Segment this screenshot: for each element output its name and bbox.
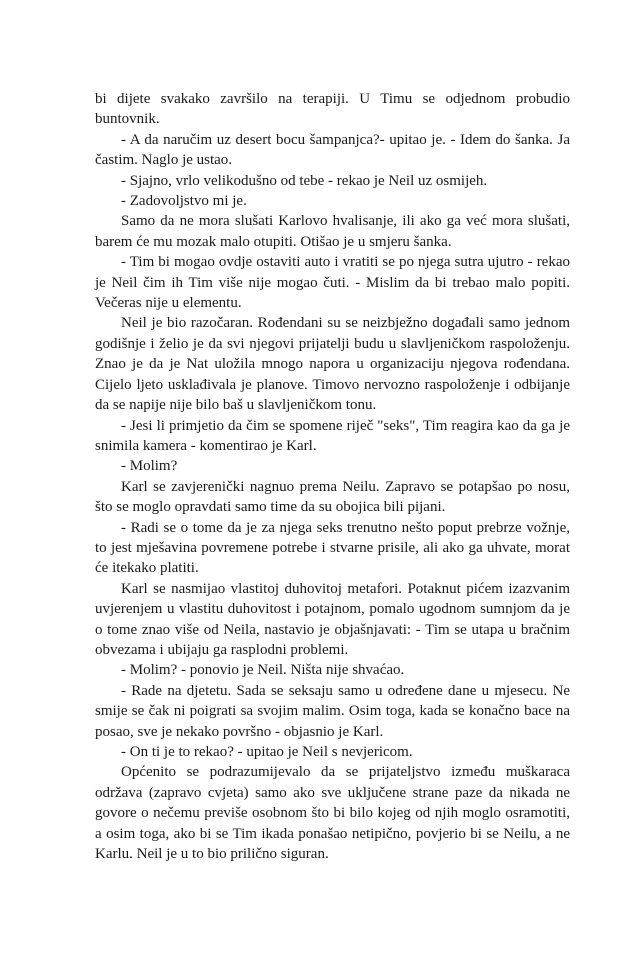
paragraph: - A da naručim uz desert bocu šampanjca?- upitao je. - Idem do šanka. Ja častim. Naglo je ustao. bbox=[95, 131, 570, 169]
paragraph: - Rade na djetetu. Sada se seksaju samo u određene dane u mjesecu. Ne smije se čak ni poigrati sa svojim malim. Osim toga, kada se konačno bace na posao, sve je nekako površno - objasnio je Karl. bbox=[95, 682, 570, 740]
paragraph: Karl se zavjerenički nagnuo prema Neilu. Zapravo se potapšao po nosu, što se moglo opravdati samo time da su obojica bili pijani. bbox=[95, 478, 570, 516]
paragraph: - Molim? bbox=[121, 458, 178, 475]
paragraph: - Radi se o tome da je za njega seks trenutno nešto poput prebrze vožnje, to jest mješavina povremene potrebe i stvarne prisile, ali ako ga uhvate, morat će itekako platiti. bbox=[95, 519, 570, 577]
paragraph: - Tim bi mogao ovdje ostaviti auto i vratiti se po njega sutra ujutro - rekao je Neil čim ih Tim više nije mogao čuti. - Mislim da bi trebao malo popiti. Večeras nije u elementu. bbox=[95, 254, 570, 312]
paragraph: Samo da ne mora slušati Karlovo hvalisanje, ili ako ga već mora slušati, barem će mu mozak malo otupiti. Otišao je u smjeru šanka. bbox=[95, 213, 570, 250]
paragraph: - Sjajno, vrlo velikodušno od tebe - rekao je Neil uz osmijeh. bbox=[121, 172, 488, 189]
paragraph: Općenito se podrazumijevalo da se prijateljstvo između muškaraca održava (zapravo cvjeta) samo ako sve uključene strane paze da nikada ne govore o nečemu previše osobnom što bi bilo kojeg od njih moglo osramotiti, a osim toga, ako bi se Tim ikada ponašao netipično, povjerio bi se Neilu, a ne Karlu. Neil je u to bio prilično siguran. bbox=[95, 764, 570, 863]
paragraph: - On ti je to rekao? - upitao je Neil s nevjericom. bbox=[121, 744, 413, 760]
paragraph: Karl se nasmijao vlastitoj duhovitoj metafori. Potaknut pićem izazvanim uvjerenjem u vlastitu duhovitost i potajnom, pomalo ugodnom sumnjom da je o tome znao više od Neila, nastavio je objašnjavati: - Tim se utapa u bračnim obvezama i ubijaju ga rasplodni problemi. bbox=[95, 580, 570, 658]
paragraph: - Zadovoljstvo mi je. bbox=[121, 193, 247, 210]
paragraph: Neil je bio razočaran. Rođendani su se neizbježno događali samo jednom godišnje i želio je da svi njegovi prijatelji budu u slavljeničkom raspoloženju. Znao je da je Nat uložila mnogo napora u organizaciju njegova rođendana. Cijelo ljeto usklađivala je planove. Timovo nervozno raspoloženje i odbijanje da se napije nije bilo baš u slavljeničkom tonu. bbox=[95, 315, 570, 414]
book-page bbox=[95, 89, 570, 864]
paragraph: - Molim? - ponovio je Neil. Ništa nije shvaćao. bbox=[121, 662, 405, 679]
paragraph: - Jesi li primjetio da čim se spomene riječ "seks", Tim reagira kao da ga je snimila kamera - komentirao je Karl. bbox=[95, 417, 570, 454]
paragraph: bi dijete svakako završilo na terapiji. U Timu se odjednom probudio buntovnik. bbox=[95, 91, 570, 128]
